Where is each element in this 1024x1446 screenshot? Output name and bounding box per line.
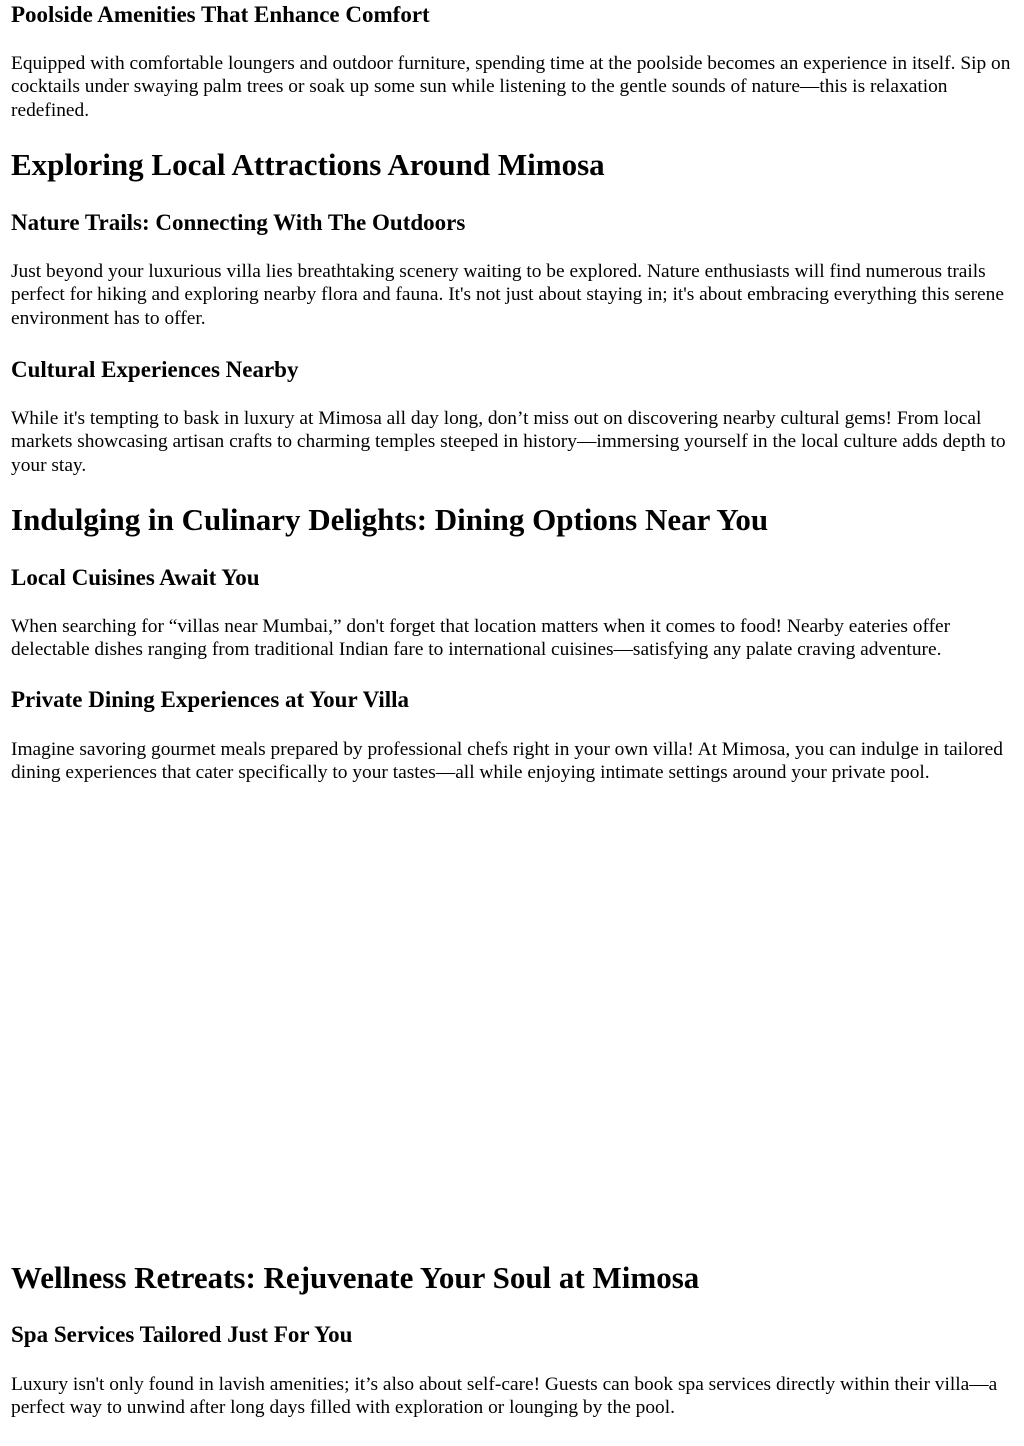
heading-local-attractions: Exploring Local Attractions Around Mimosa [11,147,605,182]
heading-poolside-amenities: Poolside Amenities That Enhance Comfort [11,2,430,27]
blank-space [11,820,1015,1250]
heading-cultural-experiences: Cultural Experiences Nearby [11,357,299,382]
heading-nature-trails: Nature Trails: Connecting With The Outdoors [11,210,466,235]
paragraph-spa-services: Luxury isn't only found in lavish amenities; it’s also about self-care! Guests can book spa services directly within their villa—a perfect way to unwind after long days filled with exploration or lounging by the pool. [11,1374,998,1419]
heading-private-dining: Private Dining Experiences at Your Villa [11,687,410,712]
heading-local-cuisines: Local Cuisines Await You [11,565,260,590]
paragraph-local-cuisines: When searching for “villas near Mumbai,” don't forget that location matters when it comes to food! Nearby eateries offer delectable dishes ranging from traditional Indian fare to international cuisines—satisfying any palate craving adventure. [11,616,951,661]
heading-culinary-delights: Indulging in Culinary Delights: Dining Options Near You [11,502,769,537]
heading-wellness-retreats: Wellness Retreats: Rejuvenate Your Soul at Mimosa [11,1260,700,1295]
paragraph-nature-trails: Just beyond your luxurious villa lies breathtaking scenery waiting to be explored. Nature enthusiasts will find numerous trails perfect for hiking and exploring nearby flora and fauna. It's not just about staying in; it's about embracing everything this serene environment has to offer. [11,261,1004,329]
paragraph-private-dining: Imagine savoring gourmet meals prepared by professional chefs right in your own villa! At Mimosa, you can indulge in tailored dining experiences that cater specifically to your tastes—all while enjoying intimate settings around your private pool. [11,739,1003,784]
paragraph-cultural-experiences: While it's tempting to bask in luxury at Mimosa all day long, don’t miss out on discovering nearby cultural gems! From local markets showcasing artisan crafts to charming temples steeped in history—immersing yourself in the local culture adds depth to your stay. [11,408,1006,476]
paragraph-poolside-amenities: Equipped with comfortable loungers and outdoor furniture, spending time at the poolside becomes an experience in itself. Sip on cocktails under swaying palm trees or soak up some sun while listening to the gentle sounds of nature—this is relaxation redefined. [11,53,1011,121]
heading-spa-services: Spa Services Tailored Just For You [11,1322,353,1347]
